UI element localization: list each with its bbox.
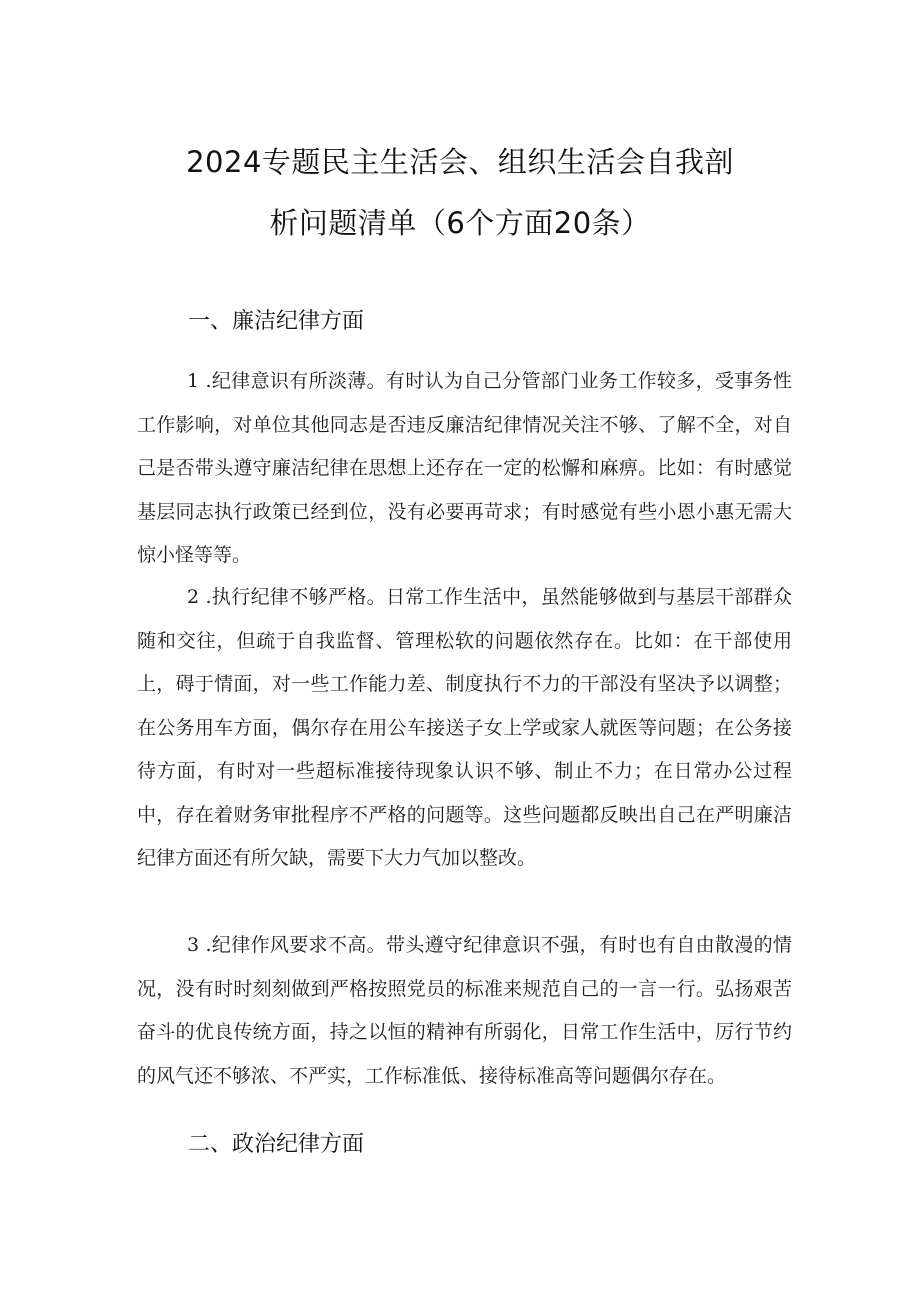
document-title-line-2: 析问题清单（6个方面20条） <box>269 206 651 240</box>
paragraph-item-3: 3 .纪律作风要求不高。带头遵守纪律意识不强，有时也有自由散漫的情况，没有时时刻刻做到严格按照党员的标准来规范自己的一言一行。弘扬艰苦奋斗的优良传统方面，持之以恒的精神有所弱化，日常工作生活中，厉行节约的风气还不够浓、不严实，工作标准低、接待标准高等问题偶尔存在。 <box>137 934 792 1087</box>
paragraph-item-1: 1 .纪律意识有所淡薄。有时认为自己分管部门业务工作较多，受事务性工作影响，对单位其他同志是否违反廉洁纪律情况关注不够、了解不全，对自己是否带头遵守廉洁纪律在思想上还存在一定的松懈和麻痹。比如：有时感觉基层同志执行政策已经到位，没有必要再苛求；有时感觉有些小恩小惠无需大惊小怪等等。 <box>137 370 792 566</box>
section-heading-discipline-integrity: 一、廉洁纪律方面 <box>188 309 365 334</box>
document-title-line-1: 2024专题民主生活会、组织生活会自我剖 <box>186 145 734 179</box>
section-heading-political-discipline: 二、政治纪律方面 <box>188 1132 365 1157</box>
paragraph-item-2: 2 .执行纪律不够严格。日常工作生活中，虽然能够做到与基层干部群众随和交往，但疏于自我监督、管理松软的问题依然存在。比如：在干部使用上，碍于情面，对一些工作能力差、制度执行不力的干部没有坚决予以调整；在公务用车方面，偶尔存在用公车接送子女上学或家人就医等问题；在公务接待方面，有时对一些超标准接待现象认识不够、制止不力；在日常办公过程中，存在着财务审批程序不严格的问题等。这些问题都反映出自己在严明廉洁纪律方面还有所欠缺，需要下大力气加以整改。 <box>137 586 792 869</box>
